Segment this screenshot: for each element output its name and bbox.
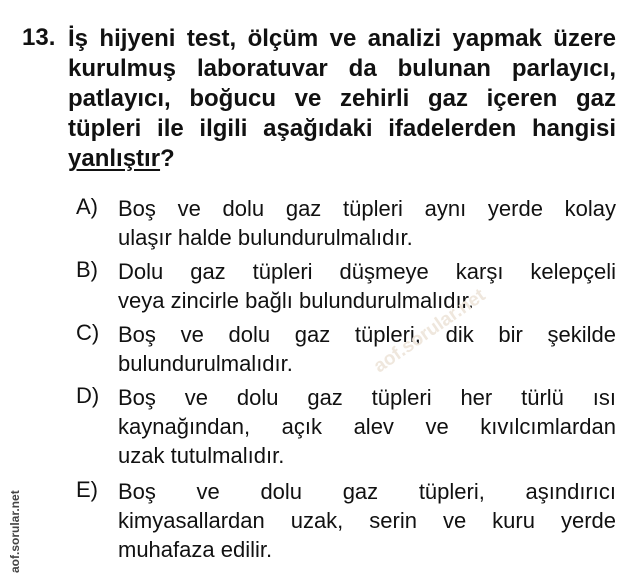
option-text-line: Boş ve dolu gaz tüpleri, dik bir şekilde <box>118 322 616 347</box>
option-text-line: kaynağından, açık alev ve kıvılcımlardan <box>118 414 616 439</box>
side-watermark: aof.sorular.net <box>8 490 22 573</box>
option-text-line: Boş ve dolu gaz tüpleri, aşındırıcı <box>118 479 616 504</box>
diagonal-watermark: aof.sorular.net <box>370 284 490 378</box>
option-letter: D) <box>76 383 100 408</box>
option-text-line: kimyasallardan uzak, serin ve kuru yerde <box>118 508 616 533</box>
option-text-line: Boş ve dolu gaz tüpleri aynı yerde kolay <box>118 196 616 221</box>
option-text-line: uzak tutulmalıdır. <box>118 443 285 468</box>
option-text-line: Dolu gaz tüpleri düşmeye karşı kelepçeli <box>118 259 616 284</box>
option-letter: E) <box>76 477 98 502</box>
option-text-line: Boş ve dolu gaz tüpleri her türlü ısı <box>118 385 616 410</box>
option-text-line: muhafaza edilir. <box>118 537 273 562</box>
question-line: patlayıcı, boğucu ve zehirli gaz içeren gaz <box>68 85 616 112</box>
option-text-line: veya zincirle bağlı bulundurulmalıdır. <box>118 288 474 313</box>
option-text-line: bulundurulmalıdır. <box>118 351 293 376</box>
question-number: 13. <box>22 24 56 51</box>
question-emphasis: yanlıştır <box>68 145 161 172</box>
option-letter: A) <box>76 194 98 219</box>
question-line: tüpleri ile ilgili aşağıdaki ifadelerden hangisi <box>68 115 616 142</box>
question-line: kurulmuş laboratuvar da bulunan parlayıcı, <box>68 55 616 82</box>
question-mark: ? <box>160 145 175 172</box>
question-line: İş hijyeni test, ölçüm ve analizi yapmak üzere <box>68 25 616 52</box>
option-text-line: ulaşır halde bulundurulmalıdır. <box>118 225 413 250</box>
option-letter: B) <box>76 257 98 282</box>
option-letter: C) <box>76 320 100 345</box>
question-line-final <box>68 144 616 174</box>
